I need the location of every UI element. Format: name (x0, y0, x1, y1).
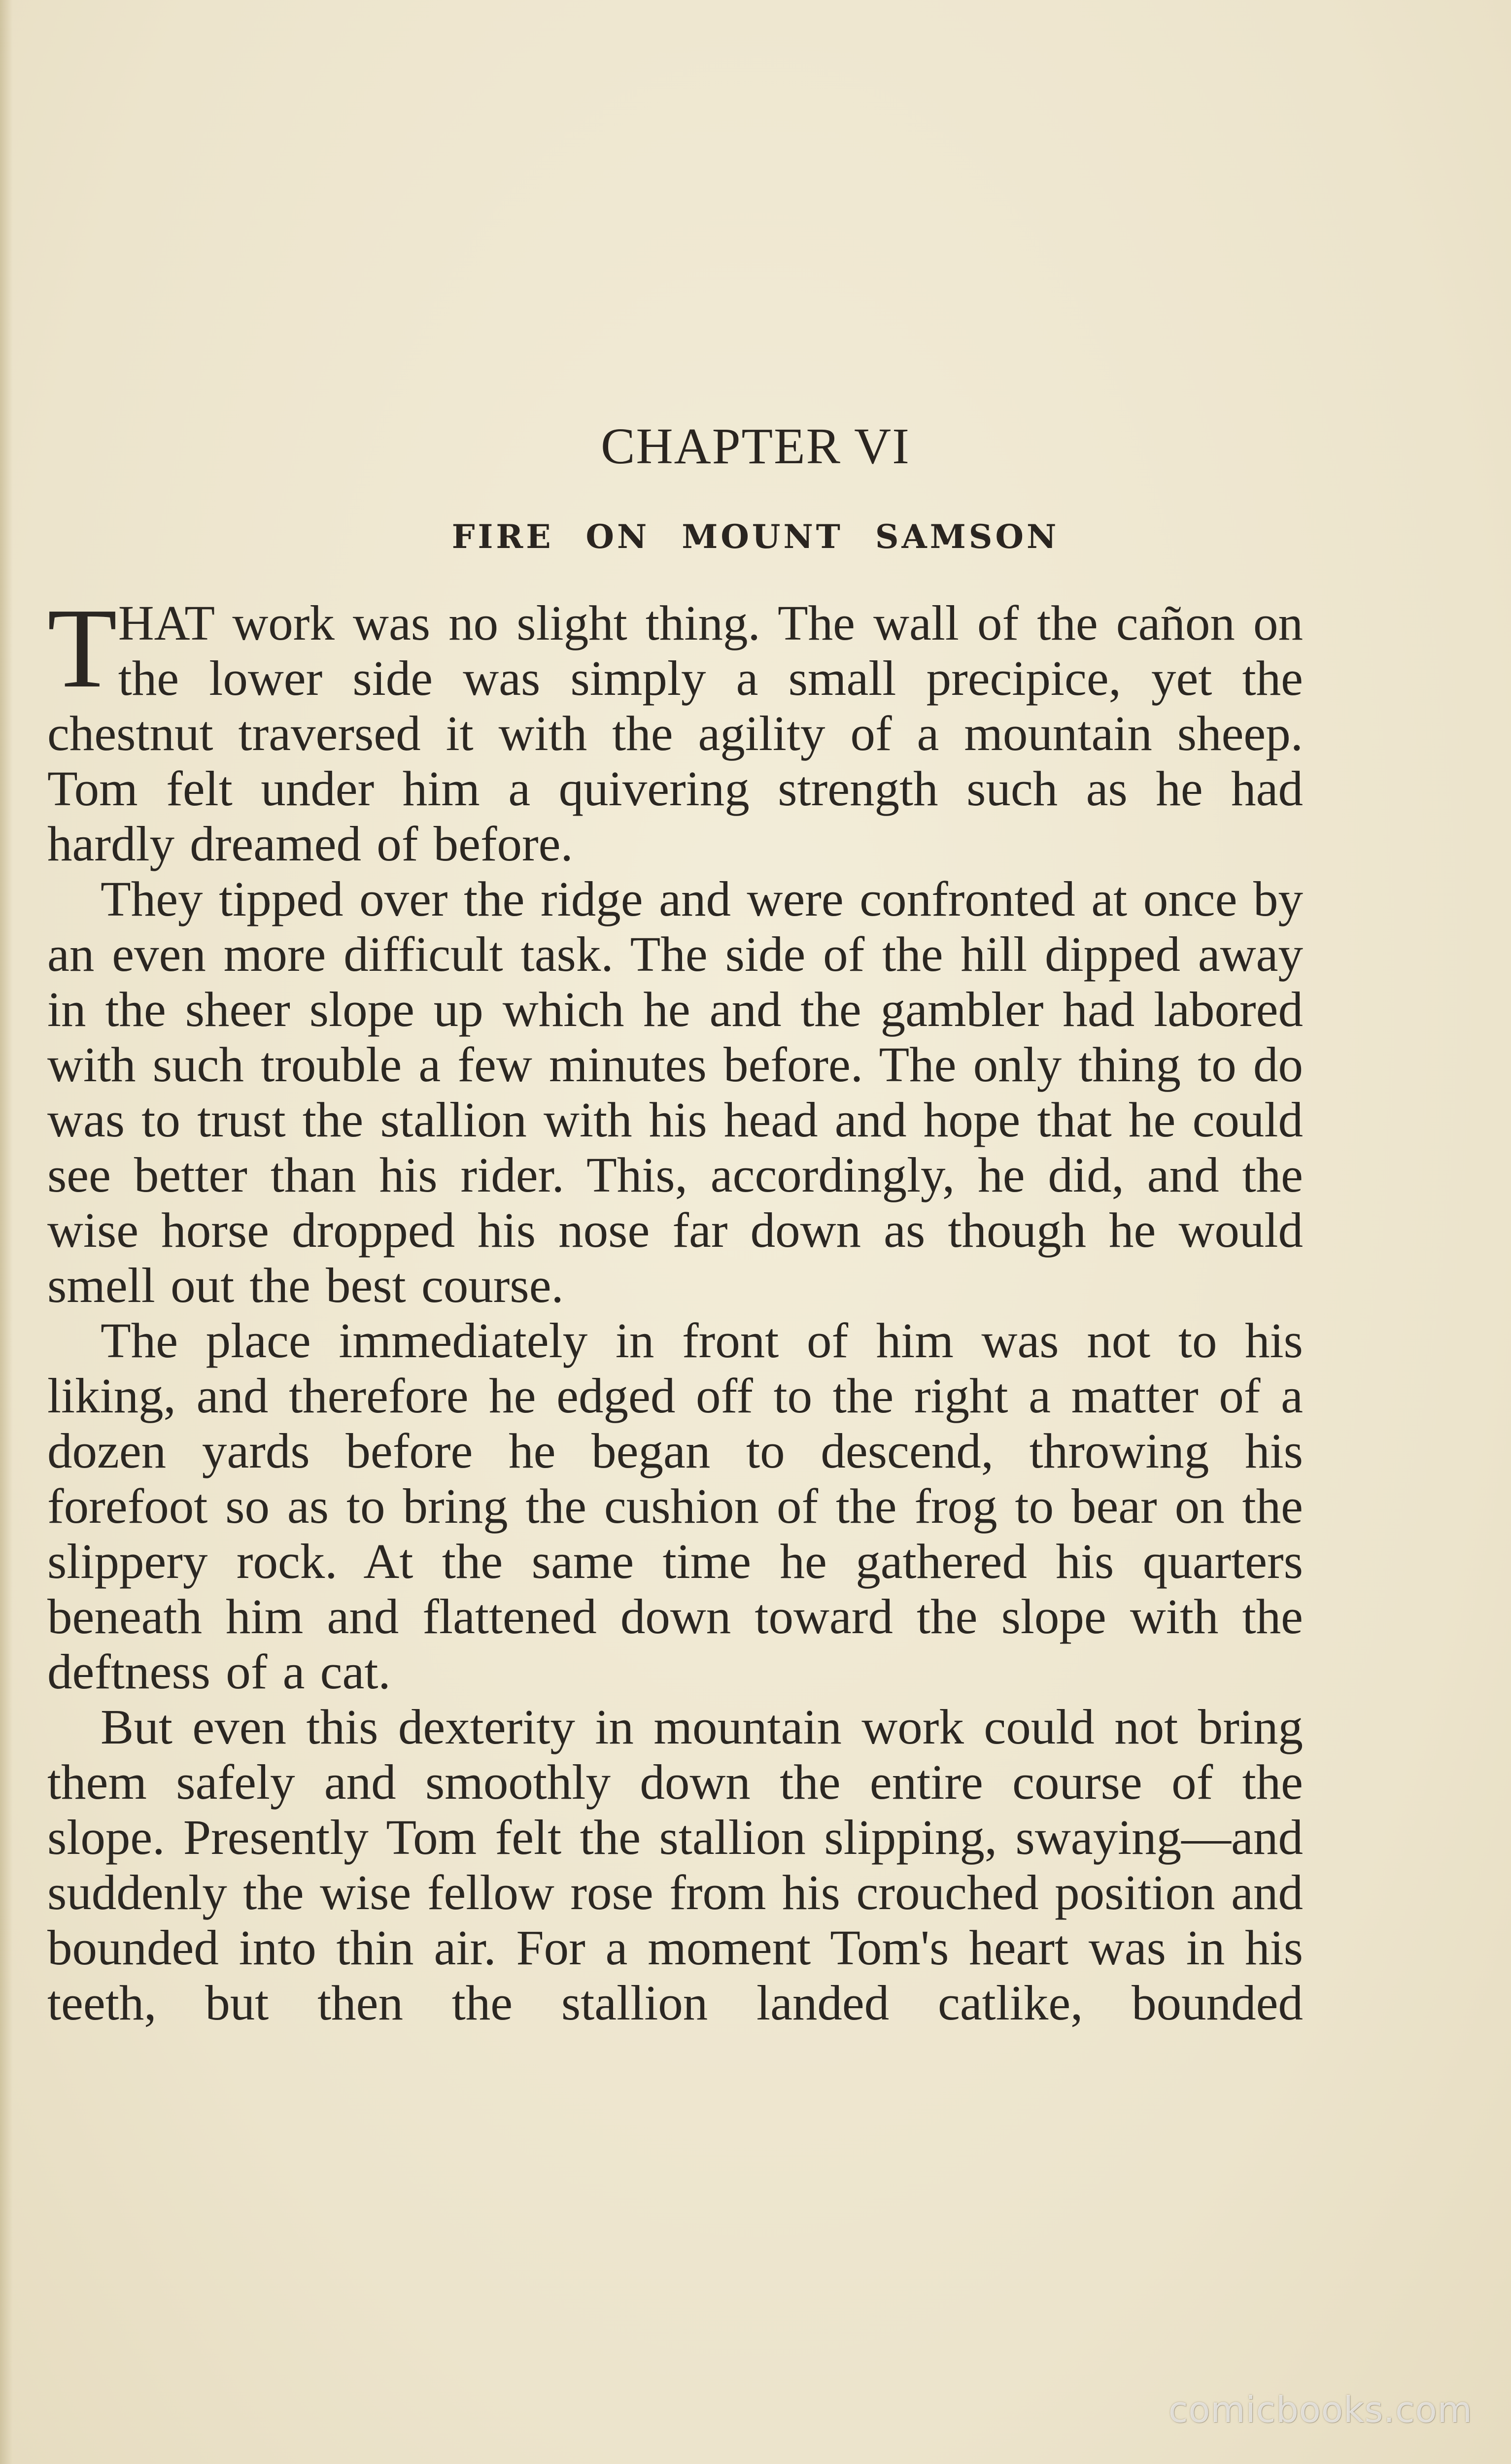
paragraph-1-text: HAT work was no slight thing. The wall of the cañon on the lower side was simply a small precipice, yet the chestnut traversed it with the agility of a mountain sheep. Tom felt under him a quivering strength such as he had hardly dreamed of before. (47, 595, 1303, 871)
paragraph-3: The place immediately in front of him was not to his liking, and therefore he edged off to the right a matter of a dozen yards before he began to descend, throwing his forefoot so as to bring the cushion of the frog to bear on the slippery rock. At the same time he gathered his quarters beneath him and flattened down toward the slope with the deftness of a cat. (47, 1313, 1303, 1699)
paragraph-2: They tipped over the ridge and were confronted at once by an even more difficult task. The side of the hill dipped away in the sheer slope up which he and the gambler had labored with such trouble a few minutes before. The only thing to do was to trust the stallion with his head and hope that he could see better than his rider. This, accordingly, he did, and the wise horse dropped his nose far down as though he would smell out the best course. (47, 871, 1303, 1313)
chapter-title: FIRE ON MOUNT SAMSON (451, 517, 1060, 556)
paragraph-4: But even this dexterity in mountain work could not bring them safely and smoothly down the entire course of the slope. Presently Tom felt the stallion slipping, swaying—and suddenly the wise fellow rose from his crouched position and bounded into thin air. For a moment Tom's heart was in his teeth, but then the stallion landed catlike, bounded (47, 1699, 1303, 2030)
page-gutter-shadow (0, 0, 13, 2464)
paragraph-1 (47, 585, 1303, 871)
site-watermark: comicbooks.com (1168, 2389, 1473, 2430)
chapter-body (47, 585, 1303, 2030)
chapter-number: CHAPTER VI (601, 418, 910, 475)
drop-cap-letter: T (47, 585, 117, 712)
